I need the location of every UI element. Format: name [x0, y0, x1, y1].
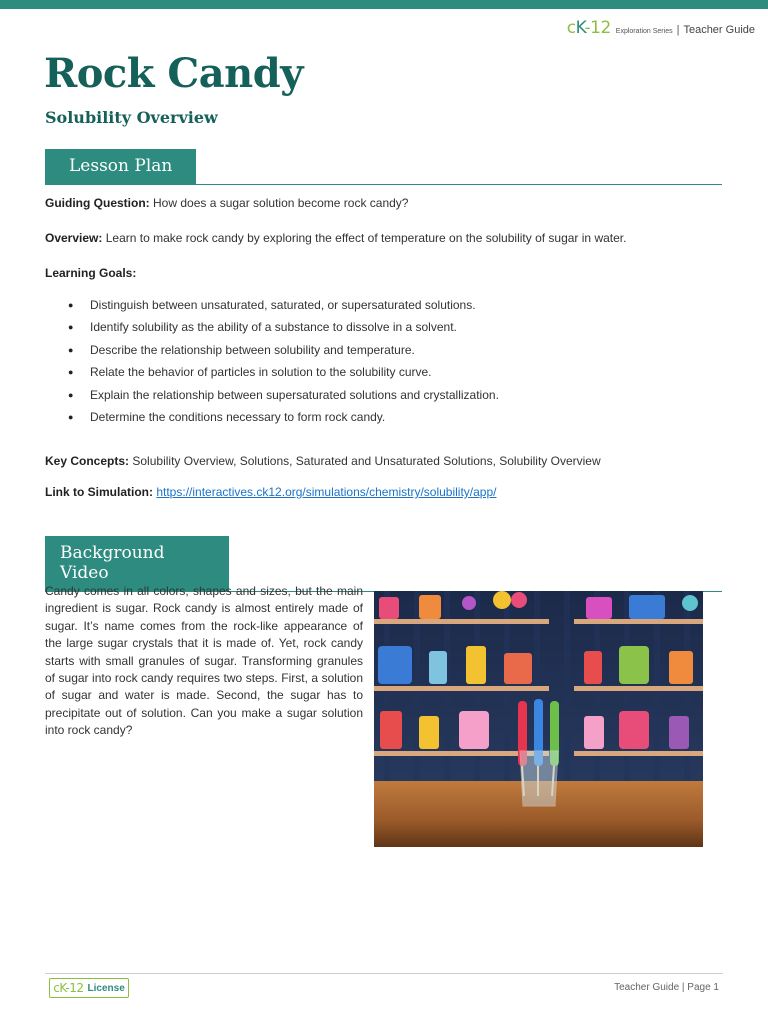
- simulation-link-row: [45, 485, 497, 499]
- lesson-plan-heading: Lesson Plan: [45, 149, 196, 184]
- bullet-icon: ●: [68, 389, 74, 400]
- simulation-link-label: Link to Simulation:: [45, 485, 153, 499]
- bullet-icon: ●: [68, 344, 74, 355]
- overview-label: Overview:: [45, 231, 103, 245]
- key-concepts: [45, 454, 601, 468]
- simulation-link[interactable]: https://interactives.ck12.org/simulations/chemistry/solubility/app/: [156, 485, 497, 499]
- learning-goals-list: [65, 295, 499, 429]
- background-video-heading: Background Video: [45, 536, 229, 591]
- license-logo: cK-12: [53, 981, 84, 995]
- list-item: ● Explain the relationship between supersaturated solutions and crystallization.: [65, 385, 499, 407]
- series-label: Exploration Series: [615, 28, 673, 35]
- page-number: Teacher Guide | Page 1: [614, 982, 719, 993]
- guide-label: Teacher Guide: [683, 24, 755, 36]
- guiding-question-label: Guiding Question:: [45, 196, 150, 210]
- footer-divider: [45, 973, 723, 974]
- rock-candy-video-thumbnail[interactable]: [374, 591, 703, 847]
- guiding-question-text: How does a sugar solution become rock candy?: [153, 196, 409, 210]
- top-color-bar: [0, 0, 768, 9]
- list-item: ● Describe the relationship between solubility and temperature.: [65, 340, 499, 362]
- list-item: ● Distinguish between unsaturated, saturated, or supersaturated solutions.: [65, 295, 499, 317]
- learning-goals-heading: [45, 266, 136, 280]
- guiding-question: [45, 196, 408, 210]
- list-item: ● Identify solubility as the ability of a substance to dissolve in a solvent.: [65, 317, 499, 339]
- ck12-brand-header: [567, 18, 755, 38]
- learning-goals-label: Learning Goals:: [45, 266, 137, 280]
- license-text: License: [87, 982, 125, 994]
- bullet-icon: ●: [68, 322, 74, 333]
- bullet-icon: ●: [68, 411, 74, 422]
- page-title: Rock Candy: [44, 50, 303, 97]
- bullet-icon: ●: [68, 367, 74, 378]
- ck12-license-badge[interactable]: [49, 978, 129, 998]
- bullet-icon: ●: [68, 300, 74, 310]
- list-item: ● Determine the conditions necessary to form rock candy.: [65, 407, 499, 429]
- overview-text: Learn to make rock candy by exploring the effect of temperature on the solubility of sugar in water.: [105, 231, 627, 245]
- page-subtitle: Solubility Overview: [45, 108, 218, 127]
- header-separator: |: [676, 24, 680, 36]
- background-video-text: Candy comes in all colors, shapes and sizes, but the main ingredient is sugar. Rock candy is almost entirely made of sugar. It’s name comes from the rock-like appearance of the large sugar crystals that it is made of. Yet, rock candy starts with small granules of sugar. Transforming granules of sugar into rock candy requires two steps. First, a solution of sugar and water is made. Second, the sugar has to precipitate out of solution. Can you make a sugar solution into rock candy?: [45, 584, 363, 738]
- key-concepts-text: Solubility Overview, Solutions, Saturated and Unsaturated Solutions, Solubility Overview: [132, 454, 601, 468]
- key-concepts-label: Key Concepts:: [45, 454, 130, 468]
- list-item: ● Relate the behavior of particles in solution to the solubility curve.: [65, 362, 499, 384]
- lesson-plan-section-header: [45, 149, 722, 185]
- ck12-logo: cK-12: [566, 18, 611, 38]
- overview: [45, 231, 626, 245]
